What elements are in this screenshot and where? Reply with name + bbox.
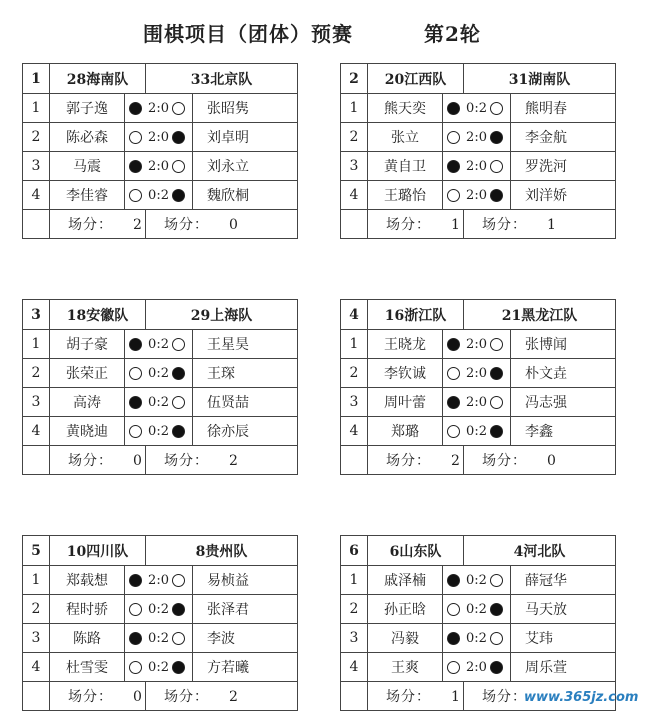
white-stone-icon [447,131,460,144]
points-a [50,682,146,711]
team-a-name: 28海南队 [50,64,146,94]
game-score: 0:2 [146,330,172,359]
board-row [341,388,616,417]
player-a: 冯毅 [368,624,443,653]
team-a-name: 18安徽队 [50,300,146,330]
board-number: 4 [341,181,368,210]
game-score: 0:2 [464,94,490,123]
player-a: 王爽 [368,653,443,682]
team-b-name: 33北京队 [146,64,298,94]
board-row [23,359,298,388]
points-a-value: 1 [451,217,460,233]
game-score: 2:0 [464,123,490,152]
points-b [146,446,298,475]
player-a: 周叶蕾 [368,388,443,417]
white-stone-icon [172,338,185,351]
black-stone-icon [447,338,460,351]
board-row [23,94,298,123]
board-row [341,181,616,210]
board-number: 1 [341,330,368,359]
board-row [23,181,298,210]
black-stone-icon [172,425,185,438]
black-stone-icon [490,425,503,438]
board-row [341,595,616,624]
black-stone-icon [447,396,460,409]
team-a-name: 20江西队 [368,64,464,94]
player-b: 朴文垚 [511,359,616,388]
board-number: 4 [23,653,50,682]
board-row [23,417,298,446]
board-row [341,653,616,682]
game-score: 2:0 [464,359,490,388]
player-b: 刘永立 [193,152,298,181]
player-b: 罗洗河 [511,152,616,181]
table-number: 1 [23,64,50,94]
game-score: 0:2 [146,417,172,446]
game-score: 2:0 [146,566,172,595]
team-b-name: 29上海队 [146,300,298,330]
points-label: 场分： [164,217,210,233]
player-b: 张博闻 [511,330,616,359]
points-a-value: 0 [133,689,142,705]
watermark-text: www.365jz.com [524,690,639,705]
team-a-name: 6山东队 [368,536,464,566]
board-number: 4 [341,417,368,446]
white-stone-icon [129,367,142,380]
board-number: 1 [23,94,50,123]
game-score: 2:0 [146,152,172,181]
board-number: 2 [341,123,368,152]
board-row [23,624,298,653]
black-stone-icon [172,661,185,674]
player-a: 黄自卫 [368,152,443,181]
board-row [341,359,616,388]
board-row [341,624,616,653]
board-number: 2 [23,123,50,152]
player-a: 陈必森 [50,123,125,152]
points-label: 场分： [164,689,210,705]
white-stone-icon [447,603,460,616]
team-b-name: 21黑龙江队 [464,300,616,330]
points-a-value: 2 [133,217,142,233]
white-stone-icon [490,102,503,115]
board-row [341,417,616,446]
white-stone-icon [129,425,142,438]
board-number: 3 [341,624,368,653]
white-stone-icon [129,189,142,202]
game-score: 2:0 [464,330,490,359]
title-round: 第2轮 [424,22,481,46]
game-score: 0:2 [464,595,490,624]
white-stone-icon [490,574,503,587]
black-stone-icon [447,632,460,645]
points-b-value: 0 [229,217,238,233]
points-label: 场分： [164,453,210,469]
game-score: 2:0 [146,123,172,152]
player-a: 王璐怡 [368,181,443,210]
points-label: 场分： [68,453,113,469]
black-stone-icon [129,632,142,645]
board-row [23,330,298,359]
points-label: 场分： [482,453,528,469]
board-row [23,123,298,152]
points-label: 场分： [68,689,113,705]
black-stone-icon [490,661,503,674]
board-row [23,152,298,181]
points-a [50,446,146,475]
white-stone-icon [129,131,142,144]
title-main: 围棋项目（团体）预赛 [143,22,353,46]
black-stone-icon [172,131,185,144]
game-score: 2:0 [464,388,490,417]
player-b: 方若曦 [193,653,298,682]
black-stone-icon [447,102,460,115]
points-b [146,210,298,239]
board-row [23,653,298,682]
points-label: 场分： [482,689,527,705]
points-b-value: 2 [229,689,238,705]
match-table-5 [22,535,298,711]
player-b: 熊明春 [511,94,616,123]
points-label: 场分： [482,217,528,233]
game-score: 0:2 [146,359,172,388]
black-stone-icon [172,367,185,380]
player-a: 杜雪雯 [50,653,125,682]
board-row [341,123,616,152]
match-table-4 [340,299,616,475]
player-a: 黄晓迪 [50,417,125,446]
black-stone-icon [447,574,460,587]
board-number: 2 [341,359,368,388]
game-score: 0:2 [464,417,490,446]
player-b: 马天放 [511,595,616,624]
points-b [464,210,616,239]
black-stone-icon [490,131,503,144]
player-b: 张泽君 [193,595,298,624]
page-title [0,14,650,48]
board-number: 2 [23,359,50,388]
board-number: 4 [341,653,368,682]
points-a [368,446,464,475]
player-b: 冯志强 [511,388,616,417]
points-label: 场分： [386,217,431,233]
player-a: 张荣正 [50,359,125,388]
player-a: 戚泽楠 [368,566,443,595]
player-b: 徐亦辰 [193,417,298,446]
player-b: 伍贤喆 [193,388,298,417]
board-row [341,566,616,595]
player-b: 李金航 [511,123,616,152]
white-stone-icon [172,396,185,409]
board-number: 1 [341,566,368,595]
board-number: 1 [23,330,50,359]
black-stone-icon [129,338,142,351]
points-a-value: 2 [451,453,460,469]
game-score: 0:2 [146,653,172,682]
team-b-name: 4河北队 [464,536,616,566]
table-number: 3 [23,300,50,330]
points-a [50,210,146,239]
points-a [368,210,464,239]
white-stone-icon [447,189,460,202]
player-b: 周乐萱 [511,653,616,682]
team-b-name: 8贵州队 [146,536,298,566]
player-b: 张昭隽 [193,94,298,123]
points-label: 场分： [386,689,431,705]
match-table-2 [340,63,616,239]
points-b [146,682,298,711]
player-a: 李佳睿 [50,181,125,210]
black-stone-icon [129,574,142,587]
black-stone-icon [129,160,142,173]
match-table-6 [340,535,616,711]
white-stone-icon [172,102,185,115]
black-stone-icon [490,189,503,202]
board-number: 4 [23,181,50,210]
player-a: 郭子逸 [50,94,125,123]
board-row [341,152,616,181]
game-score: 2:0 [464,181,490,210]
player-a: 郑载想 [50,566,125,595]
white-stone-icon [447,425,460,438]
board-row [23,566,298,595]
game-score: 0:2 [146,181,172,210]
game-score: 0:2 [146,595,172,624]
board-number: 3 [23,152,50,181]
board-number: 3 [23,624,50,653]
black-stone-icon [172,189,185,202]
player-b: 刘卓明 [193,123,298,152]
game-score: 0:2 [146,624,172,653]
board-number: 2 [23,595,50,624]
board-number: 3 [341,388,368,417]
player-a: 马震 [50,152,125,181]
game-score: 2:0 [464,152,490,181]
table-number: 6 [341,536,368,566]
board-row [341,94,616,123]
player-b: 魏欣桐 [193,181,298,210]
player-b: 李鑫 [511,417,616,446]
white-stone-icon [447,367,460,380]
black-stone-icon [172,603,185,616]
board-row [341,330,616,359]
player-a: 王晓龙 [368,330,443,359]
player-b: 李波 [193,624,298,653]
player-b: 王星昊 [193,330,298,359]
black-stone-icon [447,160,460,173]
player-a: 熊天奕 [368,94,443,123]
white-stone-icon [490,338,503,351]
board-number: 4 [23,417,50,446]
player-a: 张立 [368,123,443,152]
player-a: 李钦诚 [368,359,443,388]
white-stone-icon [490,160,503,173]
player-b: 易桢益 [193,566,298,595]
player-a: 孙正晗 [368,595,443,624]
points-a-value: 1 [451,689,460,705]
game-score: 0:2 [464,566,490,595]
points-a [368,682,464,711]
player-b: 薛冠华 [511,566,616,595]
white-stone-icon [172,632,185,645]
points-label: 场分： [386,453,431,469]
points-b-value: 0 [547,453,556,469]
team-b-name: 31湖南队 [464,64,616,94]
player-b: 王琛 [193,359,298,388]
board-number: 3 [341,152,368,181]
game-score: 2:0 [146,94,172,123]
board-row [23,595,298,624]
game-score: 2:0 [464,653,490,682]
white-stone-icon [129,661,142,674]
player-a: 胡子豪 [50,330,125,359]
white-stone-icon [172,160,185,173]
black-stone-icon [490,367,503,380]
game-score: 0:2 [146,388,172,417]
table-number: 2 [341,64,368,94]
match-table-1 [22,63,298,239]
match-table-3 [22,299,298,475]
white-stone-icon [129,603,142,616]
white-stone-icon [172,574,185,587]
player-b: 艾玮 [511,624,616,653]
points-b-value: 1 [547,217,556,233]
white-stone-icon [447,661,460,674]
points-b-value: 2 [229,453,238,469]
black-stone-icon [129,102,142,115]
table-number: 5 [23,536,50,566]
points-a-value: 0 [133,453,142,469]
player-a: 陈路 [50,624,125,653]
team-a-name: 16浙江队 [368,300,464,330]
player-b: 刘洋娇 [511,181,616,210]
player-a: 程时骄 [50,595,125,624]
black-stone-icon [490,603,503,616]
team-a-name: 10四川队 [50,536,146,566]
points-label: 场分： [68,217,113,233]
player-a: 高涛 [50,388,125,417]
board-row [23,388,298,417]
board-number: 2 [341,595,368,624]
board-number: 1 [23,566,50,595]
black-stone-icon [129,396,142,409]
game-score: 0:2 [464,624,490,653]
table-number: 4 [341,300,368,330]
white-stone-icon [490,396,503,409]
white-stone-icon [490,632,503,645]
board-number: 3 [23,388,50,417]
player-a: 郑璐 [368,417,443,446]
board-number: 1 [341,94,368,123]
points-b [464,446,616,475]
